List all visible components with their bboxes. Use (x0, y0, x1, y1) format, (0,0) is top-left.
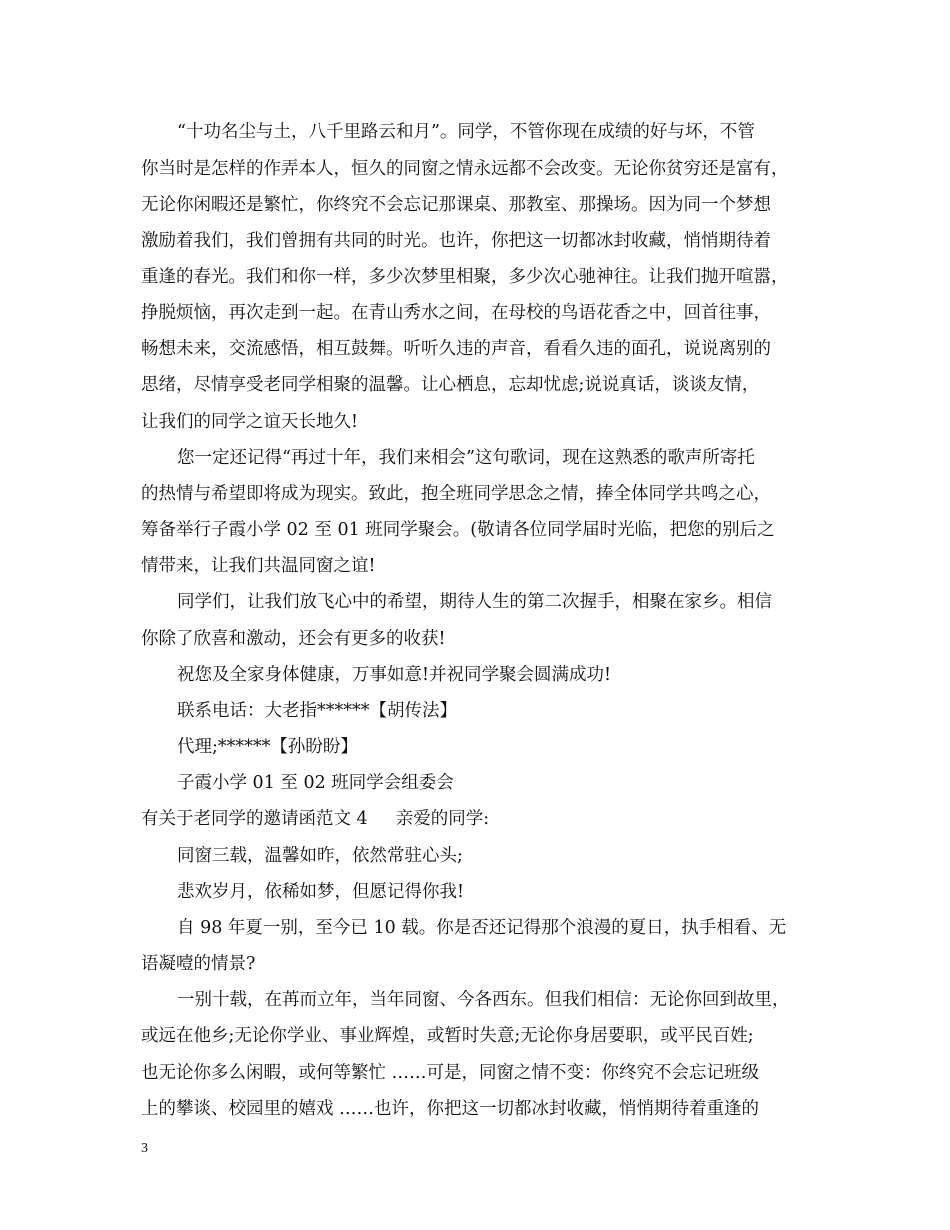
text-line: 重逢的春光。我们和你一样，多少次梦里相聚，多少次心驰神往。让我们抛开喧嚣， (141, 267, 789, 287)
text-line: 思绪，尽情享受老同学相聚的温馨。让心栖息，忘却忧虑;说说真话，谈谈友情， (141, 375, 760, 395)
text-line: 情带来，让我们共温同窗之谊! (141, 556, 376, 576)
text-line: 悲欢岁月，依稀如梦，但愿记得你我! (177, 882, 465, 902)
text-line: 筹备举行子霞小学 02 至 01 班同学聚会。(敬请各位同学届时光临，把您的别后之 (141, 520, 775, 540)
section-heading-row (141, 807, 821, 831)
text-line: 畅想未来，交流感悟，相互鼓舞。听听久违的声音，看看久违的面孔，说说离别的 (141, 339, 771, 359)
text-line: 语凝噎的情景? (141, 954, 256, 974)
text-line: 一别十载，在苒而立年，当年同窗、今各西东。但我们相信：无论你回到故里， (177, 990, 790, 1010)
signature-committee: 子霞小学 01 至 02 班同学会组委会 (177, 773, 454, 793)
salutation: 亲爱的同学: (395, 809, 490, 829)
text-line: 无论你闲暇还是繁忙，你终究不会忘记那课桌、那教室、那操场。因为同一个梦想 (141, 195, 771, 215)
text-line: 祝您及全家身体健康，万事如意!并祝同学聚会圆满成功! (177, 665, 612, 685)
text-line: 或远在他乡;无论你学业、事业辉煌，或暂时失意;无论你身居要职，或平民百姓; (141, 1026, 754, 1046)
text-line: 挣脱烦恼，再次走到一起。在青山秀水之间，在母校的鸟语花香之中，回首往事， (141, 303, 771, 323)
text-line: 同学们，让我们放飞心中的希望，期待人生的第二次握手，相聚在家乡。相信 (177, 592, 772, 612)
text-line: 的热情与希望即将成为现实。致此，抱全班同学思念之情，捧全体同学共鸣之心， (141, 484, 771, 504)
text-line: 你除了欣喜和激动，还会有更多的收获! (141, 629, 446, 649)
text-line: “十功名尘与土，八千里路云和月”。同学，不管你现在成绩的好与坏，不管 (177, 122, 755, 142)
section-heading: 有关于老同学的邀请函范文 4 (141, 809, 368, 829)
text-line: 激励着我们，我们曾拥有共同的时光。也许，你把这一切都冰封收藏，悄悄期待着 (141, 231, 771, 251)
text-line: 你当时是怎样的作弄本人，恒久的同窗之情永远都不会改变。无论你贫穷还是富有， (141, 159, 789, 179)
text-line: 自 98 年夏一别，至今已 10 载。你是否还记得那个浪漫的夏日，执手相看、无 (177, 918, 787, 938)
text-line: 您一定还记得“再过十年，我们来相会”这句歌词，现在这熟悉的歌声所寄托 (177, 448, 755, 468)
text-line: 也无论你多么闲暇，或何等繁忙 ……可是，同窗之情不变：你终究不会忘记班级 (141, 1063, 760, 1083)
text-line: 上的攀谈、校园里的嬉戏 ……也许，你把这一切都冰封收藏，悄悄期待着重逢的 (141, 1099, 760, 1119)
page-number: 3 (141, 1141, 148, 1156)
text-line: 让我们的同学之谊天长地久! (141, 412, 359, 432)
text-line: 同窗三载，温馨如昨，依然常驻心头; (177, 846, 463, 866)
contact-phone: 联系电话：大老指******【胡传法】 (177, 701, 457, 721)
contact-agent: 代理;******【孙盼盼】 (177, 737, 358, 757)
